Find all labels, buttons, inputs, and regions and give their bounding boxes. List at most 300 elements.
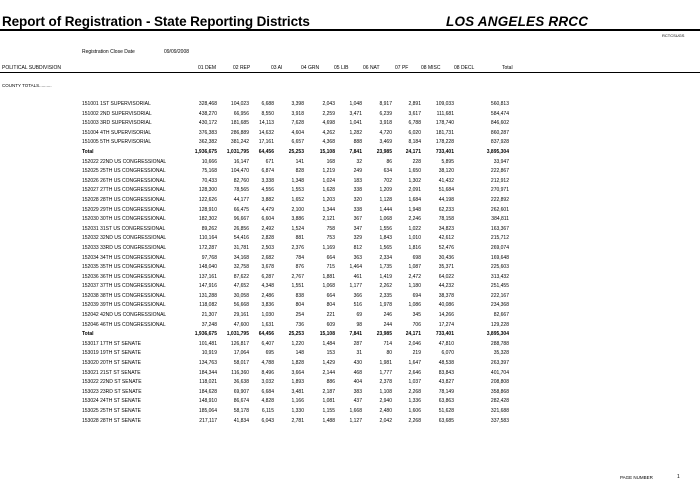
cell-07-pf: 1,556: [379, 225, 392, 232]
cell-08-decl: 5,895: [441, 158, 454, 165]
cell-08-misc: 1,302: [408, 177, 421, 184]
row-label: 153017 17TH ST SENATE: [82, 340, 142, 347]
cell-08-misc: 2,268: [408, 417, 421, 424]
cell-07-pf: 2,940: [379, 398, 392, 405]
cell-08-decl: 78,149: [438, 388, 454, 395]
cell-total: 3,895,304: [486, 331, 509, 338]
col-pf: 07 PF: [395, 65, 409, 71]
cell-08-decl: 733,401: [435, 331, 454, 338]
table-row: [0, 283, 700, 293]
cell-02-rep: 96,667: [233, 216, 249, 223]
cell-01-dem: 134,763: [198, 360, 217, 367]
cell-07-pf: 1,978: [379, 302, 392, 309]
cell-04-grn: 1,220: [291, 340, 304, 347]
page-number-label: PAGE NUMBER: [620, 475, 653, 480]
row-label: 151002 2ND SUPERVISORIAL: [82, 110, 152, 117]
cell-02-rep: 58,017: [233, 360, 249, 367]
cell-08-decl: 30,436: [438, 254, 454, 261]
cell-03-ai: 8,496: [261, 369, 274, 376]
row-label: 152032 32ND US CONGRESSIONAL: [82, 235, 167, 242]
cell-total: 269,074: [490, 244, 509, 251]
cell-07-pf: 86: [386, 158, 392, 165]
cell-total: 262,601: [490, 206, 509, 213]
row-label: 153025 25TH ST SENATE: [82, 408, 142, 414]
cell-05-lib: 4,698: [322, 120, 335, 127]
row-label: 152025 25TH US CONGRESSIONAL: [82, 168, 166, 175]
cell-08-decl: 178,740: [435, 120, 454, 127]
cell-06-nat: 7,841: [349, 331, 362, 338]
cell-02-rep: 44,177: [233, 196, 249, 203]
cell-05-lib: 664: [326, 292, 335, 299]
row-label: 152022 22ND US CONGRESSIONAL: [82, 158, 167, 165]
cell-02-rep: 47,652: [233, 283, 249, 290]
cell-04-grn: 784: [295, 254, 304, 261]
cell-08-decl: 34,823: [438, 225, 454, 232]
cell-total: 401,704: [490, 369, 509, 376]
row-label: 153024 24TH ST SENATE: [82, 398, 142, 405]
cell-02-rep: 86,674: [233, 398, 249, 405]
cell-01-dem: 75,168: [201, 168, 217, 175]
cell-02-rep: 56,668: [233, 302, 249, 309]
cell-total: 288,788: [490, 340, 509, 347]
table-row: [0, 293, 700, 303]
row-label: 152042 42ND US CONGRESSIONAL: [82, 312, 167, 319]
cell-06-nat: 183: [353, 177, 362, 184]
cell-08-misc: 1,816: [408, 244, 421, 251]
cell-03-ai: 4,479: [261, 206, 274, 213]
cell-06-nat: 329: [353, 235, 362, 242]
col-total: Total: [502, 65, 513, 71]
cell-03-ai: 6,688: [261, 101, 274, 107]
cell-08-decl: 35,371: [438, 264, 454, 271]
table-row: [0, 264, 700, 274]
total-row: [0, 149, 700, 159]
cell-05-lib: 715: [326, 264, 335, 271]
cell-06-nat: 1,127: [349, 417, 362, 424]
cell-07-pf: 6,239: [379, 110, 392, 117]
cell-04-grn: 2,767: [291, 273, 304, 280]
cell-06-nat: 338: [353, 206, 362, 213]
row-label: 153021 21ST ST SENATE: [82, 369, 141, 376]
cell-07-pf: 1,565: [379, 244, 392, 251]
cell-04-grn: 1,828: [291, 360, 304, 367]
cell-01-dem: 184,344: [198, 369, 217, 376]
cell-06-nat: 812: [353, 244, 362, 251]
cell-07-pf: 3,918: [379, 120, 392, 127]
cell-04-grn: 4,604: [291, 129, 304, 136]
cell-05-lib: 1,344: [322, 206, 335, 213]
cell-08-decl: 52,476: [438, 244, 454, 251]
cell-08-decl: 17,274: [438, 321, 454, 328]
cell-08-decl: 6,070: [441, 350, 454, 357]
cell-08-misc: 1,022: [408, 225, 421, 232]
cell-08-misc: 24,171: [405, 331, 421, 338]
cell-02-rep: 1,031,795: [226, 148, 249, 155]
cell-08-misc: 219: [412, 350, 421, 357]
cell-08-decl: 42,612: [438, 235, 454, 242]
cell-07-pf: 246: [383, 312, 392, 319]
cell-total: 251,455: [490, 283, 509, 290]
cell-01-dem: 122,626: [198, 196, 217, 203]
cell-05-lib: 804: [326, 302, 335, 309]
cell-total: 3,895,304: [486, 148, 509, 155]
table-row: [0, 379, 700, 389]
cell-08-misc: 2,091: [408, 187, 421, 194]
col-ai: 03 AI: [271, 65, 283, 71]
table-row: [0, 207, 700, 217]
cell-03-ai: 3,882: [261, 196, 274, 203]
cell-08-misc: 1,086: [408, 302, 421, 309]
cell-04-grn: 148: [295, 350, 304, 357]
cell-03-ai: 3,032: [261, 379, 274, 386]
cell-06-nat: 404: [353, 379, 362, 386]
cell-01-dem: 70,433: [201, 177, 217, 184]
col-nat: 06 NAT: [363, 65, 380, 71]
data-table: [0, 101, 700, 427]
row-label: Total: [82, 331, 94, 338]
cell-08-misc: 706: [412, 321, 421, 328]
cell-total: 82,667: [493, 312, 509, 319]
col-lib: 05 LIB: [334, 65, 349, 71]
cell-total: 169,648: [490, 254, 509, 261]
cell-08-decl: 38,378: [438, 292, 454, 299]
cell-05-lib: 1,484: [322, 340, 335, 347]
cell-07-pf: 2,480: [379, 408, 392, 414]
cell-01-dem: 21,307: [201, 312, 217, 319]
cell-03-ai: 1,030: [261, 312, 274, 319]
cell-05-lib: 1,219: [322, 168, 335, 175]
report-title: Report of Registration - State Reporting Districts: [2, 14, 310, 29]
col-dem: 01 DEM: [198, 65, 217, 71]
cell-03-ai: 1,631: [261, 321, 274, 328]
cell-07-pf: 2,262: [379, 283, 392, 290]
cell-08-misc: 694: [412, 292, 421, 299]
cell-total: 321,688: [490, 408, 509, 414]
cell-01-dem: 101,481: [198, 340, 217, 347]
cell-05-lib: 153: [326, 350, 335, 357]
row-label: 152038 38TH US CONGRESSIONAL: [82, 292, 166, 299]
col-decl: 08 DECL: [454, 65, 475, 71]
cell-06-nat: 338: [353, 187, 362, 194]
cell-04-grn: 1,551: [291, 283, 304, 290]
cell-01-dem: 184,628: [198, 388, 217, 395]
cell-04-grn: 3,886: [291, 216, 304, 223]
cell-total: 33,947: [493, 158, 509, 165]
cell-total: 313,432: [490, 273, 509, 280]
cell-06-nat: 32: [356, 158, 362, 165]
cell-06-nat: 468: [353, 369, 362, 376]
cell-04-grn: 3,918: [291, 110, 304, 117]
cell-07-pf: 1,068: [379, 216, 392, 223]
cell-08-misc: 2,472: [408, 273, 421, 280]
cell-01-dem: 148,910: [198, 398, 217, 405]
cell-04-grn: 1,553: [291, 187, 304, 194]
cell-01-dem: 128,910: [198, 206, 217, 213]
cell-05-lib: 1,024: [322, 177, 335, 184]
cell-04-grn: 3,664: [291, 369, 304, 376]
cell-03-ai: 64,456: [258, 331, 274, 338]
cell-06-nat: 249: [353, 168, 362, 175]
cell-05-lib: 2,187: [322, 388, 335, 395]
cell-02-rep: 381,242: [230, 139, 249, 146]
cell-08-decl: 41,432: [438, 177, 454, 184]
table-row: [0, 178, 700, 188]
cell-06-nat: 363: [353, 254, 362, 261]
cell-05-lib: 2,121: [322, 216, 335, 223]
cell-06-nat: 516: [353, 302, 362, 309]
cell-08-decl: 733,401: [435, 148, 454, 155]
cell-08-decl: 62,233: [438, 206, 454, 213]
table-row: [0, 159, 700, 169]
office-name: LOS ANGELES RRCC: [446, 14, 589, 29]
cell-07-pf: 1,981: [379, 360, 392, 367]
cell-08-decl: 109,033: [435, 101, 454, 107]
cell-02-rep: 104,470: [230, 168, 249, 175]
cell-07-pf: 23,985: [376, 331, 392, 338]
cell-01-dem: 10,919: [201, 350, 217, 357]
table-row: [0, 312, 700, 322]
cell-08-misc: 1,010: [408, 235, 421, 242]
cell-02-rep: 69,907: [233, 388, 249, 395]
col-misc: 08 MISC: [421, 65, 441, 71]
cell-05-lib: 1,429: [322, 360, 335, 367]
cell-01-dem: 110,164: [199, 235, 217, 242]
cell-03-ai: 4,348: [261, 283, 274, 290]
cell-08-misc: 1,650: [408, 168, 421, 175]
cell-total: 860,287: [490, 129, 509, 136]
cell-08-misc: 8,184: [408, 139, 421, 146]
table-row: [0, 245, 700, 255]
cell-06-nat: 320: [353, 196, 362, 203]
cell-08-decl: 51,684: [438, 187, 454, 194]
cell-04-grn: 141: [295, 158, 304, 165]
cell-03-ai: 14,632: [258, 129, 274, 136]
row-label: Total: [82, 148, 94, 155]
cell-08-misc: 2,891: [408, 101, 421, 107]
cell-02-rep: 47,600: [233, 321, 249, 328]
cell-08-decl: 64,022: [438, 273, 454, 280]
cell-08-misc: 1,087: [408, 264, 421, 271]
cell-07-pf: 1,419: [379, 273, 392, 280]
row-label: 152027 27TH US CONGRESSIONAL: [82, 187, 166, 194]
cell-total: 560,813: [490, 101, 509, 107]
table-row: [0, 139, 700, 149]
cell-08-misc: 3,617: [408, 110, 421, 117]
cell-02-rep: 66,956: [233, 110, 249, 117]
cell-01-dem: 131,288: [198, 292, 217, 299]
cell-01-dem: 185,064: [198, 408, 217, 414]
cell-total: 212,912: [490, 177, 509, 184]
row-label: 152033 33RD US CONGRESSIONAL: [82, 244, 167, 251]
cell-01-dem: 137,161: [198, 273, 217, 280]
cell-08-decl: 178,228: [435, 139, 454, 146]
cell-08-misc: 2,046: [408, 340, 421, 347]
cell-08-misc: 1,948: [408, 206, 421, 213]
cell-08-decl: 47,810: [438, 340, 454, 347]
county-totals-label: COUNTY TOTALS..........: [2, 83, 52, 88]
cell-04-grn: 876: [295, 264, 304, 271]
cell-05-lib: 221: [326, 312, 335, 319]
table-row: [0, 130, 700, 140]
cell-08-decl: 14,266: [438, 312, 454, 319]
table-row: [0, 360, 700, 370]
cell-01-dem: 118,082: [199, 302, 217, 309]
report-code: RCTCSUGS: [662, 33, 685, 38]
cell-07-pf: 634: [383, 168, 392, 175]
cell-02-rep: 82,760: [233, 177, 249, 184]
cell-07-pf: 1,209: [379, 187, 392, 194]
cell-01-dem: 10,666: [201, 158, 217, 165]
cell-07-pf: 2,378: [379, 379, 392, 386]
cell-08-decl: 51,628: [438, 408, 454, 414]
cell-01-dem: 328,468: [198, 101, 217, 107]
cell-04-grn: 736: [295, 321, 304, 328]
cell-06-nat: 366: [353, 292, 362, 299]
cell-02-rep: 286,889: [230, 129, 249, 136]
cell-03-ai: 6,407: [261, 340, 274, 347]
cell-total: 846,602: [490, 120, 509, 127]
cell-total: 35,328: [493, 350, 509, 357]
table-row: [0, 168, 700, 178]
cell-08-decl: 63,685: [438, 417, 454, 424]
cell-total: 129,228: [490, 321, 509, 328]
cell-03-ai: 6,043: [261, 417, 274, 424]
cell-06-nat: 1,177: [349, 283, 362, 290]
cell-05-lib: 664: [326, 254, 335, 261]
row-label: 152026 26TH US CONGRESSIONAL: [82, 177, 166, 184]
cell-01-dem: 89,262: [201, 225, 217, 232]
row-label: 152046 46TH US CONGRESSIONAL: [82, 321, 166, 328]
cell-02-rep: 126,817: [230, 340, 249, 347]
cell-02-rep: 78,565: [233, 187, 249, 194]
cell-08-misc: 345: [412, 312, 421, 319]
cell-03-ai: 6,115: [261, 408, 274, 414]
cell-08-decl: 38,120: [438, 168, 454, 175]
cell-04-grn: 254: [295, 312, 304, 319]
table-row: [0, 341, 700, 351]
cell-08-misc: 1,684: [408, 196, 421, 203]
cell-04-grn: 3,398: [291, 101, 304, 107]
cell-04-grn: 25,253: [288, 331, 304, 338]
cell-05-lib: 1,155: [322, 408, 335, 414]
cell-total: 222,892: [490, 196, 509, 203]
cell-07-pf: 3,469: [379, 139, 392, 146]
row-label: 152031 31ST US CONGRESSIONAL: [82, 225, 166, 232]
registration-close-label: Registration Close Date: [82, 49, 135, 55]
cell-08-misc: 1,037: [408, 379, 421, 386]
header-rule: [0, 29, 700, 31]
cell-01-dem: 1,936,675: [194, 331, 217, 338]
cell-01-dem: 128,300: [198, 187, 217, 194]
cell-05-lib: 758: [326, 225, 335, 232]
cell-03-ai: 6,287: [261, 273, 274, 280]
cell-03-ai: 2,486: [261, 292, 274, 299]
col-rep: 02 REP: [233, 65, 251, 71]
table-row: [0, 350, 700, 360]
cell-07-pf: 80: [386, 350, 392, 357]
cell-08-decl: 44,198: [438, 196, 454, 203]
cell-05-lib: 2,144: [322, 369, 335, 376]
cell-total: 337,583: [490, 417, 509, 424]
cell-07-pf: 1,444: [379, 206, 392, 213]
row-label: 153022 22ND ST SENATE: [82, 379, 142, 386]
cell-07-pf: 702: [383, 177, 392, 184]
row-label: 153020 20TH ST SENATE: [82, 360, 142, 367]
cell-08-misc: 1,647: [408, 360, 421, 367]
cell-08-misc: 698: [412, 254, 421, 261]
cell-total: 282,428: [490, 398, 509, 405]
cell-08-misc: 2,268: [408, 388, 421, 395]
cell-02-rep: 17,064: [233, 350, 249, 357]
registration-close-date: 09/09/2008: [164, 49, 190, 55]
row-label: 152029 29TH US CONGRESSIONAL: [82, 206, 166, 213]
cell-05-lib: 609: [326, 321, 335, 328]
cell-total: 384,811: [491, 216, 509, 223]
cell-total: 163,367: [490, 225, 509, 232]
row-label: 151001 1ST SUPERVISORIAL: [82, 101, 151, 107]
row-label: 152034 34TH US CONGRESSIONAL: [82, 254, 166, 261]
cell-01-dem: 147,916: [198, 283, 217, 290]
cell-total: 208,808: [490, 379, 509, 386]
cell-02-rep: 66,475: [233, 206, 249, 213]
cell-06-nat: 98: [356, 321, 362, 328]
table-row: [0, 274, 700, 284]
table-row: [0, 302, 700, 312]
cell-05-lib: 1,081: [322, 398, 335, 405]
cell-07-pf: 2,042: [379, 417, 392, 424]
cell-06-nat: 461: [353, 273, 362, 280]
row-label: 152028 28TH US CONGRESSIONAL: [82, 196, 166, 203]
cell-04-grn: 6,657: [291, 139, 304, 146]
table-row: [0, 216, 700, 226]
cell-07-pf: 4,720: [379, 129, 392, 136]
cell-08-decl: 83,843: [438, 369, 454, 376]
cell-08-decl: 44,232: [438, 283, 454, 290]
cell-03-ai: 17,161: [258, 139, 274, 146]
cell-02-rep: 181,685: [230, 120, 249, 127]
cell-06-nat: 347: [353, 225, 362, 232]
cell-02-rep: 29,161: [233, 312, 249, 319]
cell-03-ai: 4,788: [261, 360, 274, 367]
cell-08-decl: 43,827: [438, 379, 454, 386]
cell-total: 584,474: [490, 110, 509, 117]
table-row: [0, 322, 700, 332]
cell-01-dem: 172,287: [198, 244, 217, 251]
cell-02-rep: 30,058: [233, 292, 249, 299]
cell-01-dem: 148,040: [198, 264, 217, 271]
cell-01-dem: 376,383: [198, 129, 217, 136]
cell-08-decl: 111,681: [436, 110, 454, 117]
cell-03-ai: 6,684: [261, 388, 274, 395]
table-row: [0, 226, 700, 236]
cell-total: 234,368: [490, 302, 509, 309]
row-label: 152037 37TH US CONGRESSIONAL: [82, 283, 166, 290]
table-row: [0, 120, 700, 130]
cell-total: 222,867: [490, 168, 509, 175]
cell-07-pf: 1,843: [379, 235, 392, 242]
table-row: [0, 370, 700, 380]
table-row: [0, 101, 700, 111]
cell-total: 225,603: [490, 264, 509, 271]
cell-01-dem: 118,021: [199, 379, 217, 386]
cell-02-rep: 104,023: [230, 101, 249, 107]
cell-03-ai: 3,338: [261, 177, 274, 184]
cell-06-nat: 287: [353, 340, 362, 347]
cell-05-lib: 1,881: [322, 273, 335, 280]
cell-08-misc: 24,171: [405, 148, 421, 155]
report-header: [0, 8, 700, 30]
cell-02-rep: 36,638: [233, 379, 249, 386]
